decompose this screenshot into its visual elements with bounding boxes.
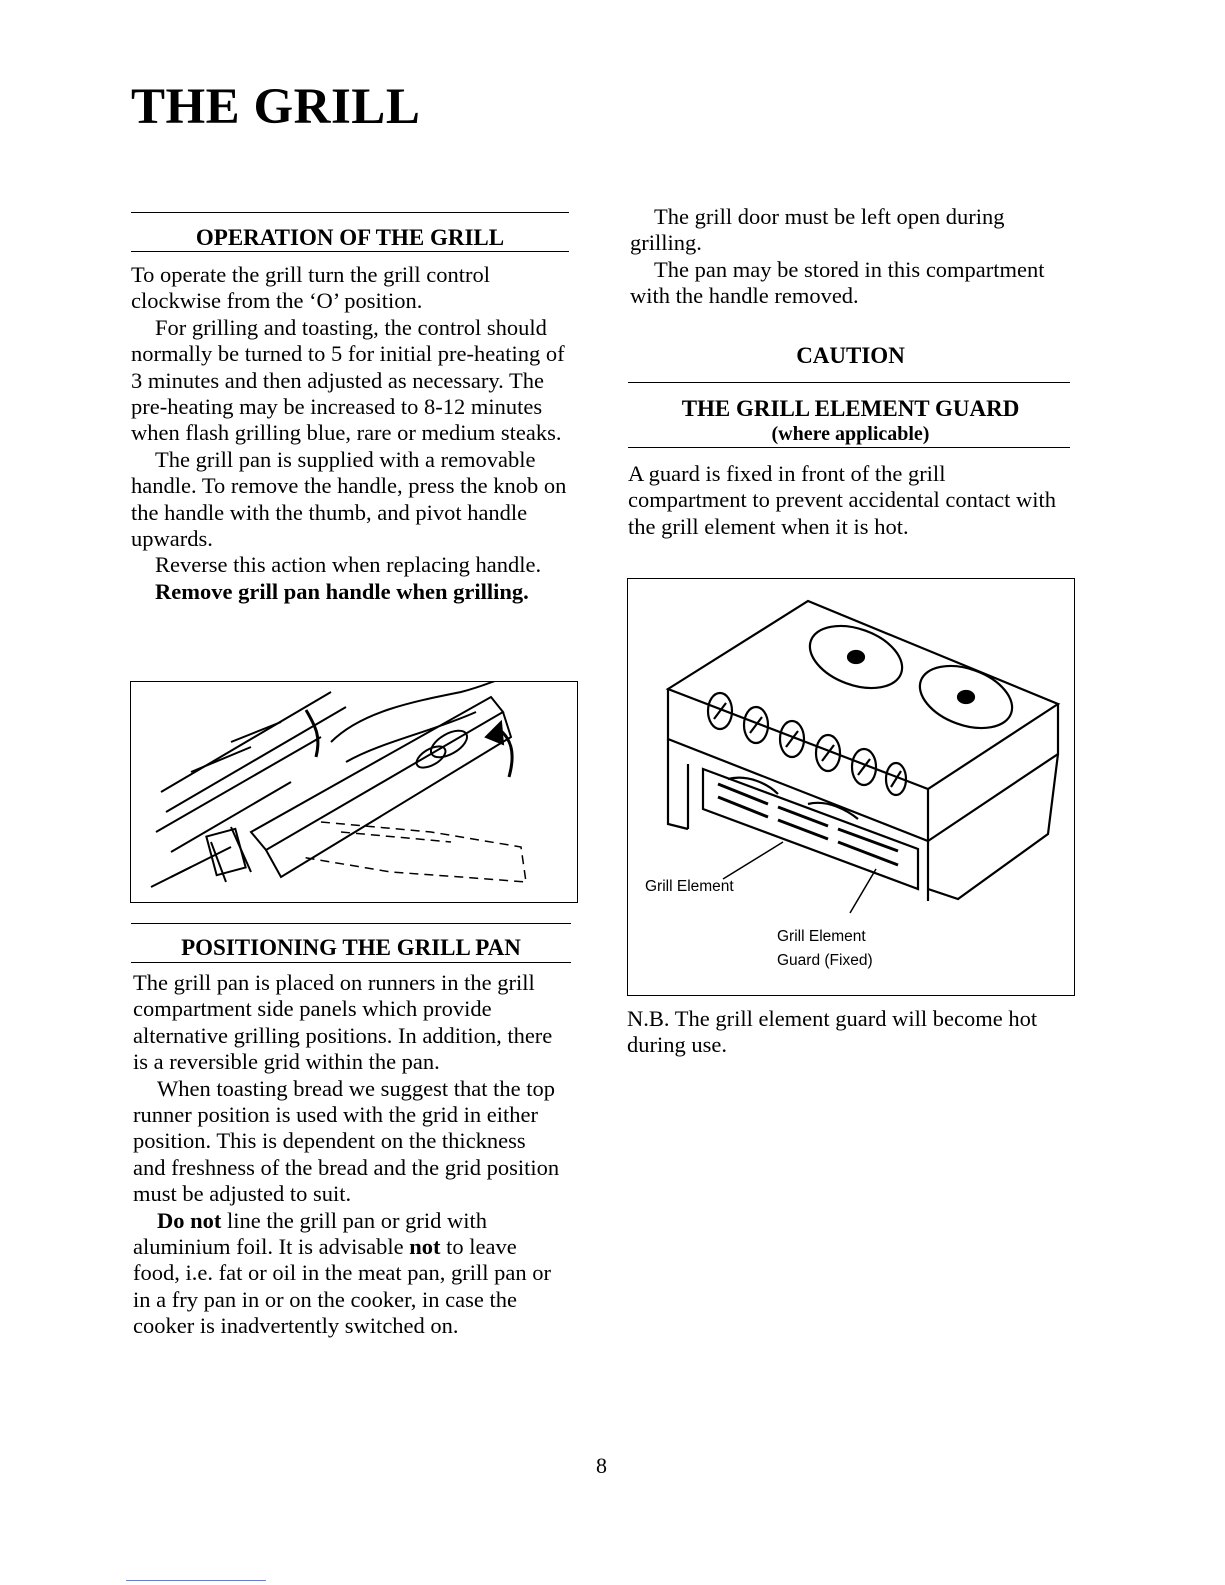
label-guard-line2: Guard (Fixed) xyxy=(777,952,873,969)
label-grill-element: Grill Element xyxy=(645,878,734,895)
paragraph: Reverse this action when replacing handle. xyxy=(155,552,542,578)
positioning-heading: POSITIONING THE GRILL PAN xyxy=(181,935,521,960)
label-guard-line1: Grill Element xyxy=(777,928,866,945)
paragraph: To operate the grill turn the grill control clockwise from the ‘O’ position. xyxy=(131,262,490,314)
text: line the grill pan or grid with aluminium foil. It is advisable xyxy=(133,1207,487,1260)
divider xyxy=(131,212,569,213)
paragraph xyxy=(133,1208,563,1340)
caution-heading: CAUTION xyxy=(796,343,905,368)
nb-text xyxy=(627,1006,1072,1059)
paragraph: The pan may be stored in this compartment with the handle removed. xyxy=(630,256,1045,309)
paragraph: When toasting bread we suggest that the top runner position is used with the grid in either position. This is dependent on the thickness and freshness of the bread and the grid position must be adjusted to suit. xyxy=(133,1075,560,1207)
paragraph: For grilling and toasting, the control should normally be turned to 5 for initial pre-heating of 3 minutes and then adjusted as necessary. The pre-heating may be increased to 8-12 minutes when flash grilling blue, rare or medium steaks. xyxy=(131,314,565,446)
bold-text: not xyxy=(409,1234,441,1260)
page-number: 8 xyxy=(596,1453,607,1478)
paragraph: The grill door must be left open during grilling. xyxy=(630,204,1005,256)
operation-heading: OPERATION OF THE GRILL xyxy=(195,225,505,250)
guard-text xyxy=(628,461,1058,540)
paragraph: N.B. The grill element guard will become hot during use. xyxy=(627,1006,1038,1058)
paragraph: A guard is fixed in front of the grill compartment to prevent accidental contact with the grill element when it is hot. xyxy=(628,461,1056,539)
divider xyxy=(131,251,569,252)
divider xyxy=(126,1580,266,1581)
text: to leave food, i.e. fat or oil in the meat pan, grill pan or in a fry pan in or on the cooker, in case the cooker is inadvertently switched on. xyxy=(133,1234,552,1339)
operation-text xyxy=(131,262,575,605)
paragraph: The grill pan is supplied with a removable handle. To remove the handle, press the knob on the handle with the thumb, and pivot handle upwards. xyxy=(131,446,567,552)
paragraph: The grill pan is placed on runners in the grill compartment side panels which provide alternative grilling positions. In addition, there is a reversible grid within the pan. xyxy=(133,970,553,1075)
guard-subheading: (where applicable) xyxy=(771,423,930,445)
positioning-text xyxy=(133,970,563,1340)
grill-door-text xyxy=(630,204,1075,310)
divider xyxy=(628,447,1070,448)
divider xyxy=(131,923,571,924)
grill-pan-handle-illustration xyxy=(130,681,578,903)
page-title: THE GRILL xyxy=(131,79,421,135)
divider xyxy=(628,382,1070,383)
bold-text: Do not xyxy=(157,1207,222,1233)
guard-heading: THE GRILL ELEMENT GUARD xyxy=(681,396,1020,421)
warning-text: Remove grill pan handle when grilling. xyxy=(155,578,529,604)
divider xyxy=(131,962,571,963)
